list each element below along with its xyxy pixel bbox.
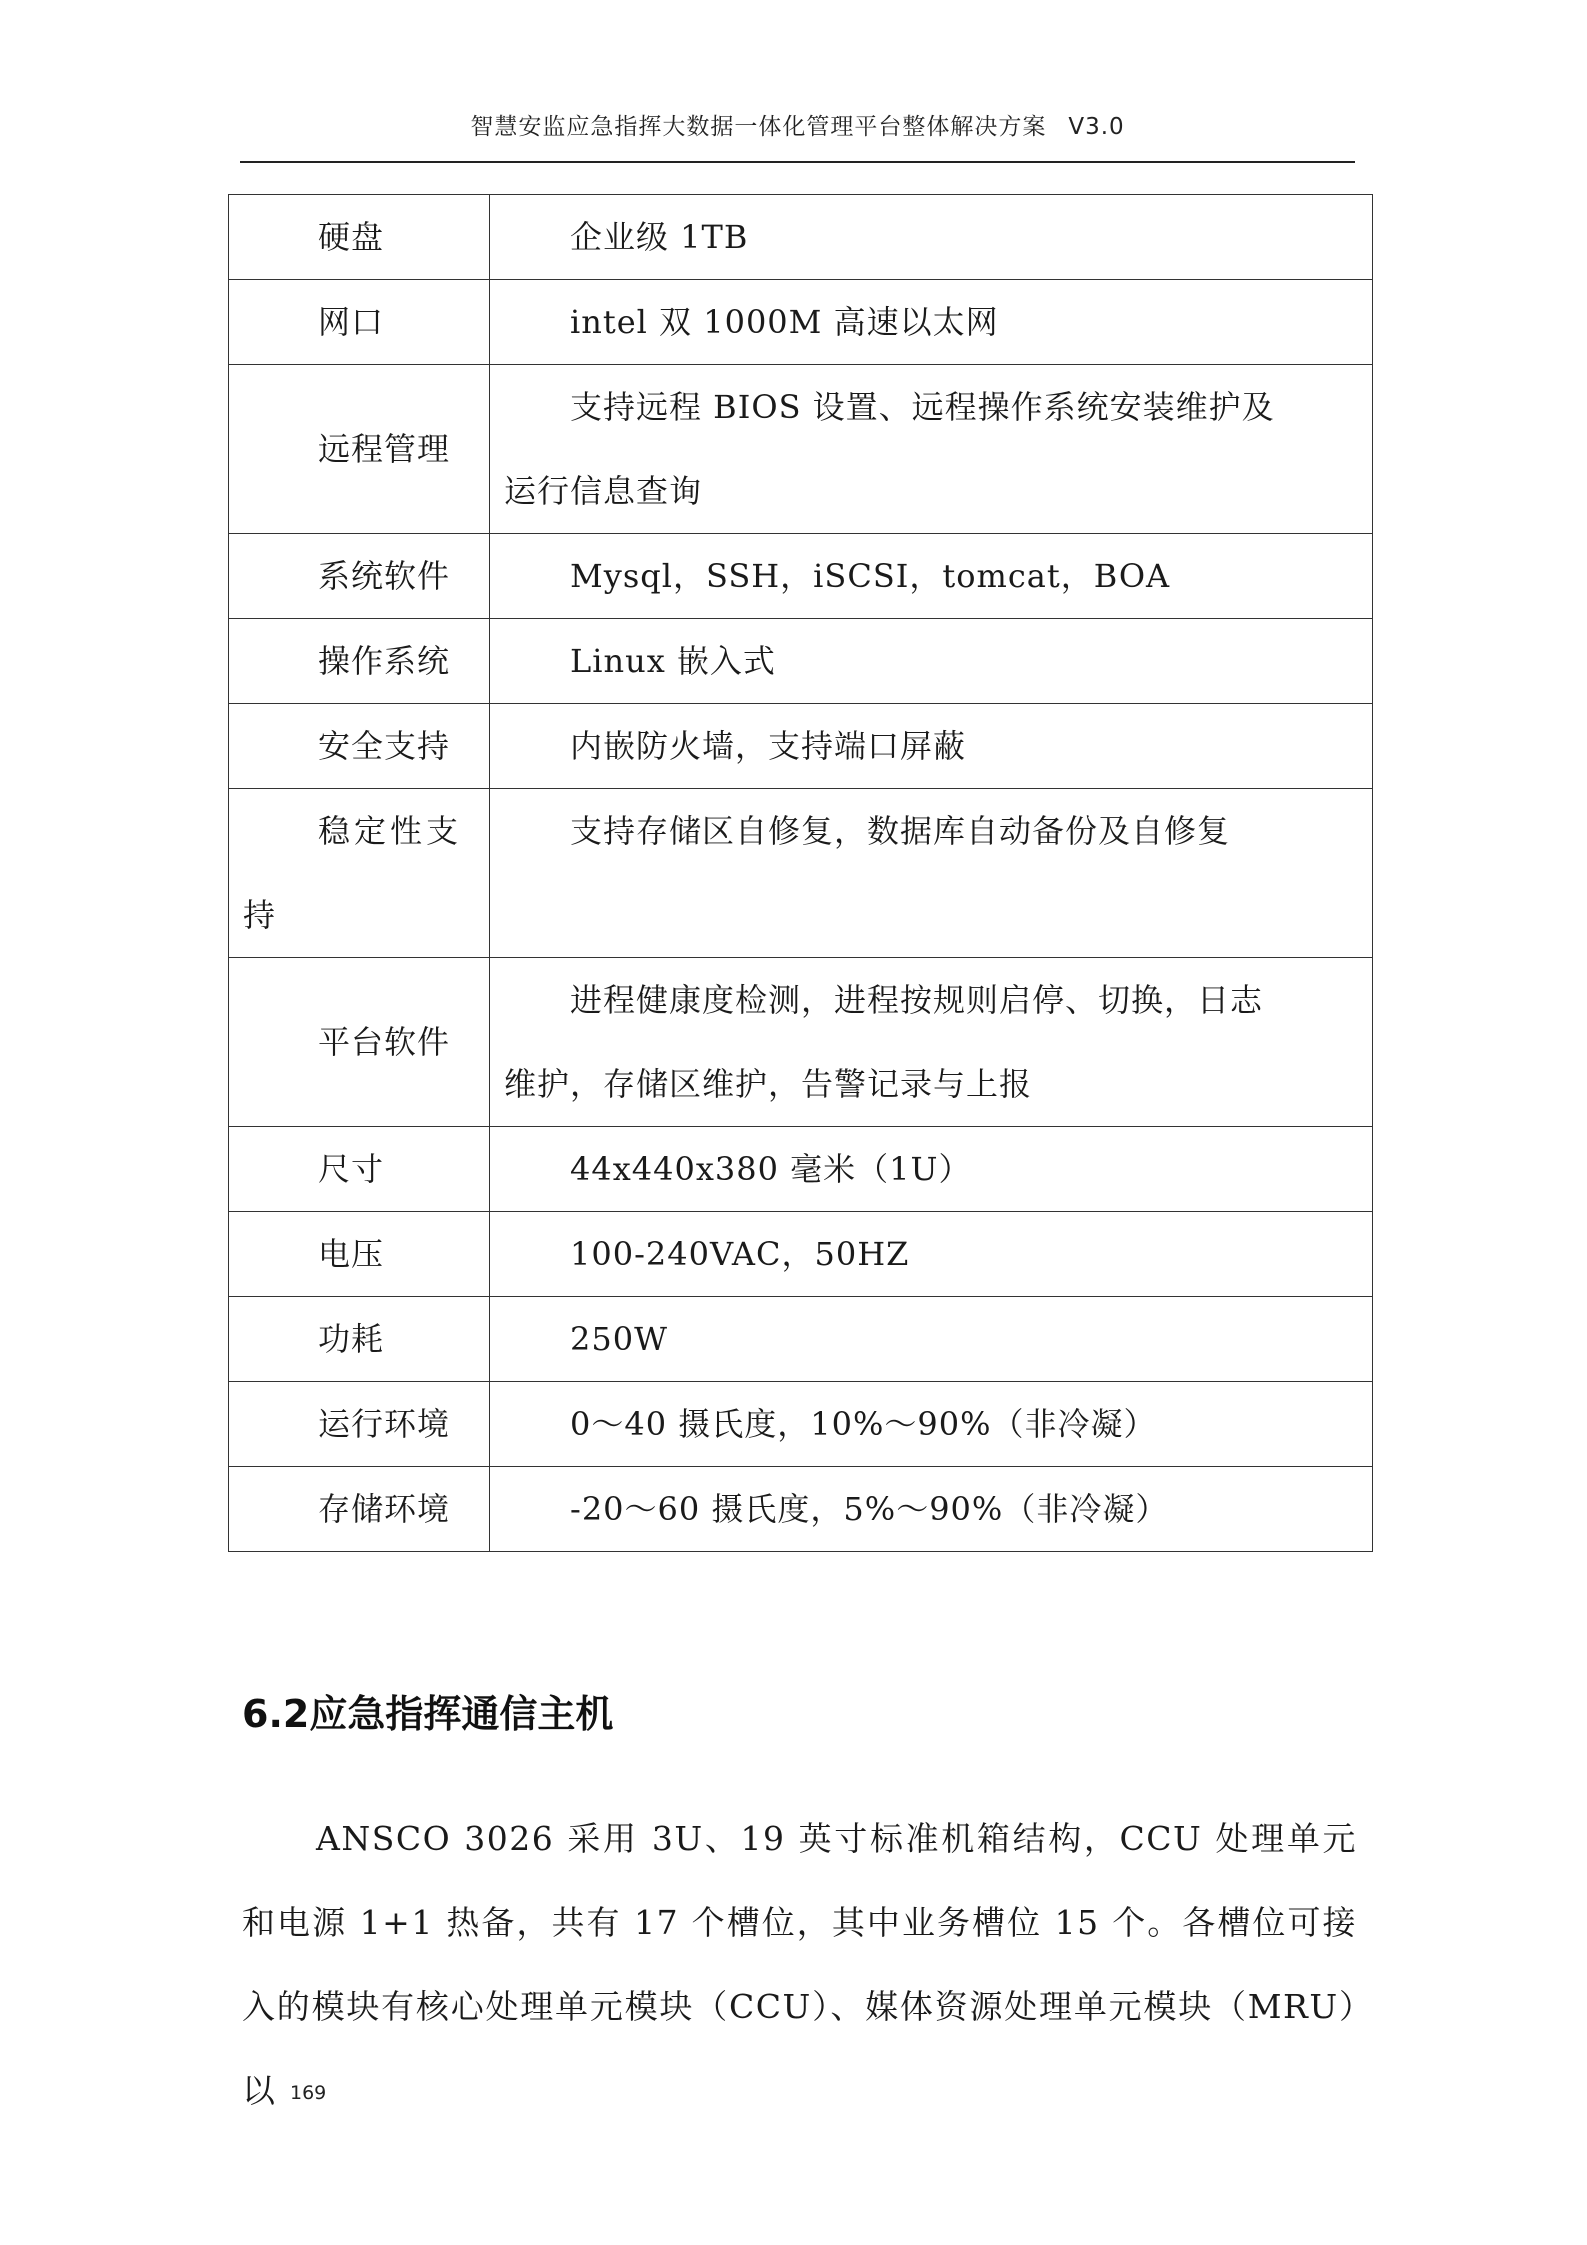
spec-key: 安全支持 <box>229 704 490 789</box>
table-row <box>229 280 1373 365</box>
table-row <box>229 1467 1373 1552</box>
spec-value-line: 进程健康度检测，进程按规则启停、切换，日志 <box>570 981 1264 1019</box>
spec-value: 0～40 摄氏度，10%～90%（非冷凝） <box>490 1382 1373 1467</box>
spec-value <box>490 365 1373 534</box>
table-row <box>229 195 1373 280</box>
body-paragraph <box>242 1797 1357 2133</box>
table-row <box>229 365 1373 534</box>
spec-key: 平台软件 <box>229 958 490 1127</box>
spec-value: Mysql，SSH，iSCSI，tomcat，BOA <box>490 534 1373 619</box>
spec-value: intel 双 1000M 高速以太网 <box>490 280 1373 365</box>
table-row <box>229 1297 1373 1382</box>
spec-key: 硬盘 <box>229 195 490 280</box>
table-row <box>229 704 1373 789</box>
table-row <box>229 619 1373 704</box>
section-heading: 6.2应急指挥通信主机 <box>242 1692 614 1736</box>
paragraph-text: ANSCO 3026 采用 3U、19 英寸标准机箱结构，CCU 处理单元和电源 1+1 热备，共有 17 个槽位，其中业务槽位 15 个。各槽位可接入的模块有核心处理单元模块（CCU）、媒体资源处理单元模块（MRU）以 <box>242 1819 1357 2110</box>
spec-value: Linux 嵌入式 <box>490 619 1373 704</box>
spec-key: 远程管理 <box>229 365 490 534</box>
header-version: V3.0 <box>1068 114 1125 140</box>
spec-key: 运行环境 <box>229 1382 490 1467</box>
spec-key: 电压 <box>229 1212 490 1297</box>
spec-value: 44x440x380 毫米（1U） <box>490 1127 1373 1212</box>
table-row <box>229 1382 1373 1467</box>
spec-key: 系统软件 <box>229 534 490 619</box>
table-row <box>229 1127 1373 1212</box>
header-divider <box>240 161 1355 163</box>
spec-value-line: 维护，存储区维护，告警记录与上报 <box>504 1065 1033 1103</box>
spec-key: 功耗 <box>229 1297 490 1382</box>
table-row <box>229 789 1373 958</box>
spec-value-line: 支持远程 BIOS 设置、远程操作系统安装维护及 <box>570 388 1275 426</box>
spec-key-line: 持 <box>243 896 277 934</box>
table-row <box>229 1212 1373 1297</box>
spec-key: 网口 <box>229 280 490 365</box>
spec-value: 支持存储区自修复，数据库自动备份及自修复 <box>490 789 1373 958</box>
page-header <box>240 108 1355 141</box>
page-number: 169 <box>290 2082 327 2104</box>
table-row <box>229 534 1373 619</box>
header-title: 智慧安监应急指挥大数据一体化管理平台整体解决方案 <box>470 114 1047 140</box>
spec-value: -20～60 摄氏度，5%～90%（非冷凝） <box>490 1467 1373 1552</box>
spec-value-line: 运行信息查询 <box>504 472 703 510</box>
table-row <box>229 958 1373 1127</box>
spec-key: 存储环境 <box>229 1467 490 1552</box>
spec-value <box>490 958 1373 1127</box>
spec-value: 250W <box>490 1297 1373 1382</box>
spec-key: 尺寸 <box>229 1127 490 1212</box>
spec-value: 企业级 1TB <box>490 195 1373 280</box>
spec-table <box>228 194 1373 1552</box>
spec-key-line: 稳定性支 <box>318 812 463 850</box>
spec-value: 100-240VAC，50HZ <box>490 1212 1373 1297</box>
spec-key: 操作系统 <box>229 619 490 704</box>
spec-key <box>229 789 490 958</box>
spec-value: 内嵌防火墙，支持端口屏蔽 <box>490 704 1373 789</box>
